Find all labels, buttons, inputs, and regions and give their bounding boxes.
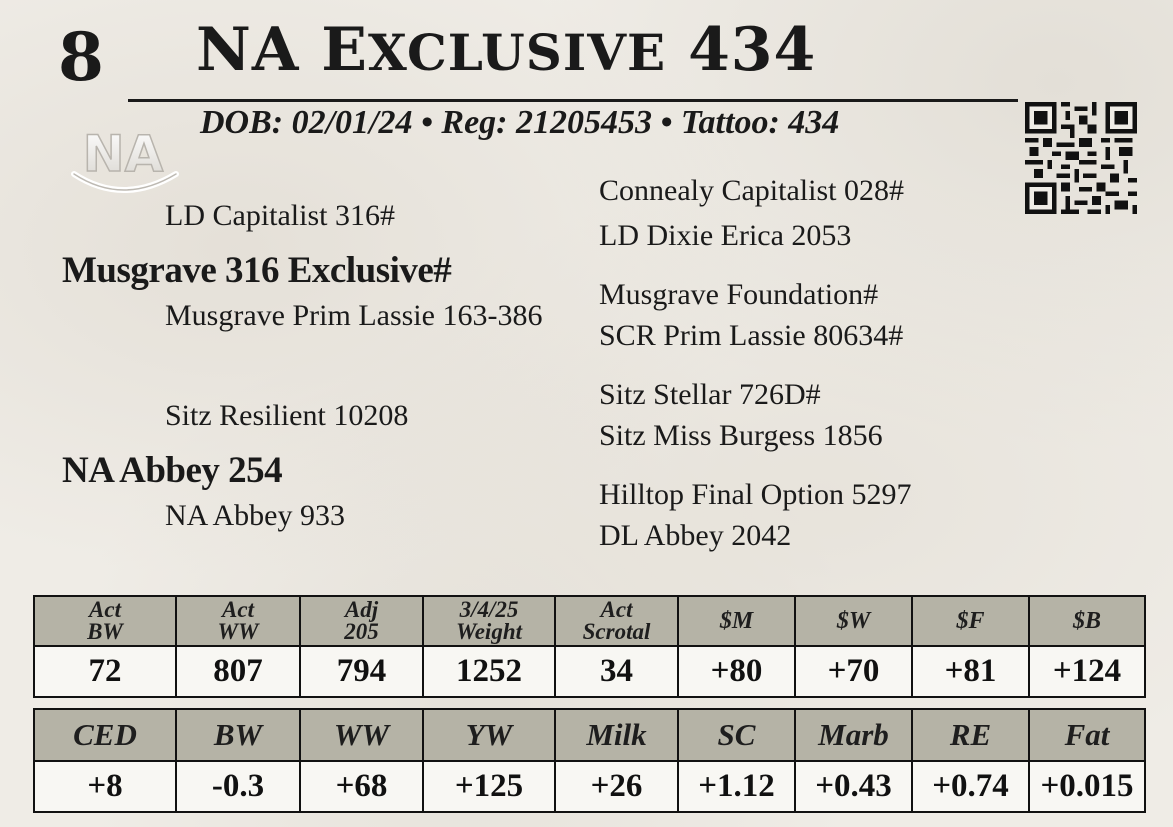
value-marb: +0.43	[795, 761, 912, 812]
epd-header-row	[34, 709, 1145, 761]
pedigree-ss-sire: Connealy Capitalist 028#	[599, 174, 904, 207]
pedigree-sire-dam: Musgrave Prim Lassie 163-386	[165, 299, 543, 332]
header-fat: Fat	[1029, 709, 1145, 761]
pedigree-sd-sire: Musgrave Foundation#	[599, 278, 879, 311]
value-sc: +1.12	[678, 761, 795, 812]
pedigree-dam: NA Abbey 254	[62, 450, 283, 491]
epd-table	[33, 708, 1146, 813]
value-act-bw: 72	[34, 646, 176, 697]
header-bw: BW	[176, 709, 300, 761]
bullet-separator: •	[421, 104, 433, 141]
value-m-index: +80	[678, 646, 795, 697]
pedigree-dam-sire: Sitz Resilient 10208	[165, 399, 409, 432]
value-milk: +26	[555, 761, 678, 812]
tattoo: Tattoo: 434	[680, 104, 840, 141]
value-w-index: +70	[795, 646, 912, 697]
value-act-scrotal: 34	[555, 646, 678, 697]
value-weight: 1252	[423, 646, 555, 697]
dob: DOB: 02/01/24	[200, 104, 413, 141]
header-marb: Marb	[795, 709, 912, 761]
animal-name-prefix: NA	[196, 15, 300, 85]
pedigree-ss-dam: LD Dixie Erica 2053	[599, 219, 852, 252]
pedigree-sire-sire: LD Capitalist 316#	[165, 199, 395, 232]
pedigree-ds-sire: Sitz Stellar 726D#	[599, 378, 821, 411]
performance-table	[33, 595, 1146, 698]
bullet-separator: •	[660, 104, 673, 141]
value-b-index: +124	[1029, 646, 1145, 697]
header-ced: CED	[34, 709, 176, 761]
registration-number: Reg: 21205453	[441, 104, 652, 141]
value-ced: +8	[34, 761, 176, 812]
header-b-index: $B	[1029, 596, 1145, 646]
registration-info	[200, 106, 839, 140]
pedigree-dd-sire: Hilltop Final Option 5297	[599, 478, 912, 511]
header-yw: YW	[423, 709, 555, 761]
value-re: +0.74	[912, 761, 1029, 812]
epd-value-row	[34, 761, 1145, 812]
pedigree-ds-dam: Sitz Miss Burgess 1856	[599, 419, 883, 452]
value-bw: -0.3	[176, 761, 300, 812]
animal-name-main: EXCLUSIVE	[321, 15, 667, 85]
value-adj-205: 794	[300, 646, 423, 697]
animal-name-suffix: 434	[688, 15, 817, 85]
pedigree-dd-dam: DL Abbey 2042	[599, 519, 792, 552]
header-act-bw: Act BW	[34, 596, 176, 646]
pedigree-dam-dam: NA Abbey 933	[165, 499, 345, 532]
header-f-index: $F	[912, 596, 1029, 646]
header-act-ww: Act WW	[176, 596, 300, 646]
header-w-index: $W	[795, 596, 912, 646]
lot-number: 8	[58, 18, 104, 96]
value-yw: +125	[423, 761, 555, 812]
header-weight: 3/4/25 Weight	[423, 596, 555, 646]
performance-value-row	[34, 646, 1145, 697]
performance-header-row	[34, 596, 1145, 646]
header-milk: Milk	[555, 709, 678, 761]
value-ww: +68	[300, 761, 423, 812]
header-ww: WW	[300, 709, 423, 761]
header-m-index: $M	[678, 596, 795, 646]
pedigree-sire: Musgrave 316 Exclusive#	[62, 250, 452, 291]
qr-code-icon	[1024, 102, 1138, 214]
header-sc: SC	[678, 709, 795, 761]
header-act-scrotal: Act Scrotal	[555, 596, 678, 646]
value-f-index: +81	[912, 646, 1029, 697]
pedigree-sd-dam: SCR Prim Lassie 80634#	[599, 319, 904, 352]
title-divider	[128, 99, 1018, 102]
value-act-ww: 807	[176, 646, 300, 697]
value-fat: +0.015	[1029, 761, 1145, 812]
header-re: RE	[912, 709, 1029, 761]
na-logo-icon	[68, 114, 184, 198]
animal-name	[196, 15, 817, 85]
header-adj-205: Adj 205	[300, 596, 423, 646]
logo-text: NA	[82, 125, 164, 183]
